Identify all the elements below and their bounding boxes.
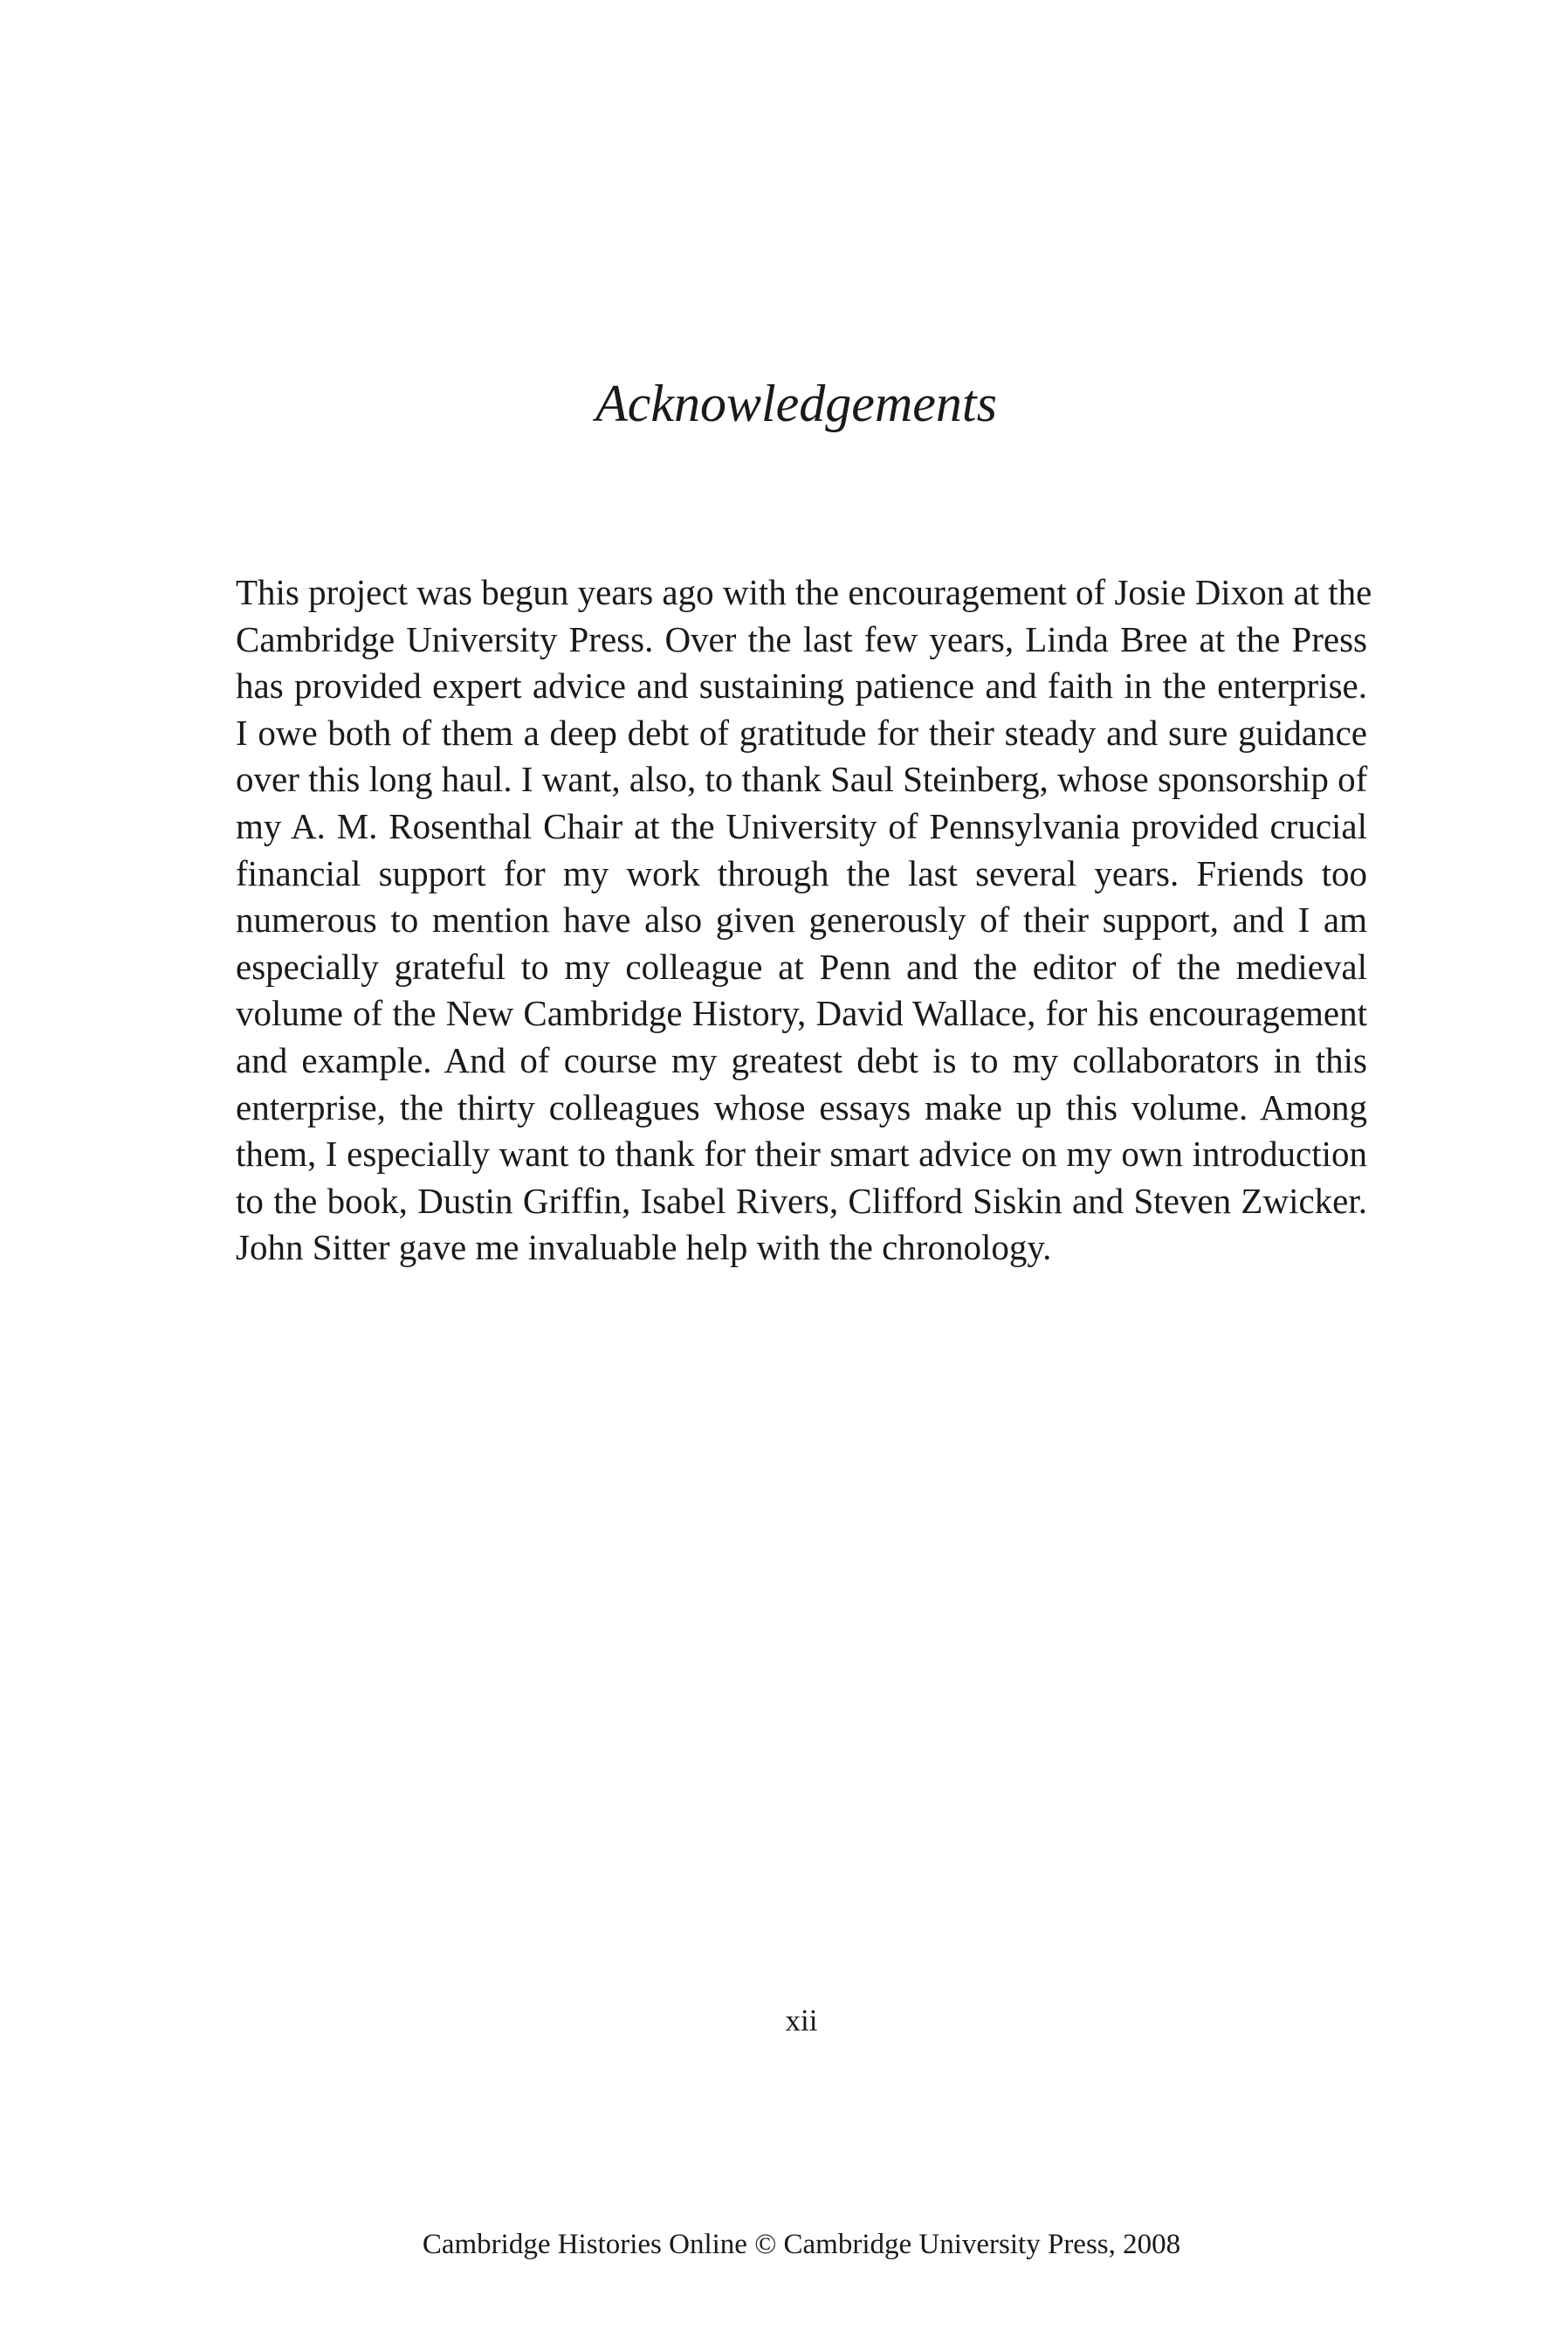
paragraph-line: has provided expert advice and sustaining patience and faith in the enterprise.: [236, 665, 1367, 707]
paragraph-line: enterprise, the thirty colleagues whose essays make up this volume. Among: [236, 1086, 1367, 1127]
paragraph-line: and example. And of course my greatest debt is to my collaborators in this: [236, 1039, 1367, 1080]
paragraph-line: especially grateful to my colleague at Penn and the editor of the medieval: [236, 946, 1367, 987]
paragraph-line: financial support for my work through the last several years. Friends too: [236, 852, 1367, 893]
copyright-footer: Cambridge Histories Online © Cambridge University Press, 2008: [422, 2229, 1181, 2260]
paragraph-line: volume of the New Cambridge History, David Wallace, for his encouragement: [236, 993, 1367, 1034]
page-number: xii: [785, 2003, 818, 2037]
paragraph-line: I owe both of them a deep debt of gratitude for their steady and sure guidance: [236, 712, 1367, 753]
paragraph-line: John Sitter gave me invaluable help with the chronology.: [236, 1227, 1052, 1268]
paragraph-line: my A. M. Rosenthal Chair at the University of Pennsylvania provided crucial: [236, 805, 1367, 846]
acknowledgements-paragraph: [236, 569, 1372, 1272]
paragraph-line: to the book, Dustin Griffin, Isabel Rivers, Clifford Siskin and Steven Zwicker.: [236, 1180, 1367, 1221]
paragraph-line: This project was begun years ago with the encouragement of Josie Dixon at the: [236, 572, 1372, 612]
page-title: Acknowledgements: [595, 375, 997, 432]
paragraph-line: Cambridge University Press. Over the last few years, Linda Bree at the Press: [236, 618, 1367, 659]
paragraph-line: over this long haul. I want, also, to thank Saul Steinberg, whose sponsorship of: [236, 759, 1368, 800]
paragraph-line: numerous to mention have also given generously of their support, and I am: [236, 900, 1367, 941]
paragraph-line: them, I especially want to thank for their smart advice on my own introduction: [236, 1134, 1367, 1175]
